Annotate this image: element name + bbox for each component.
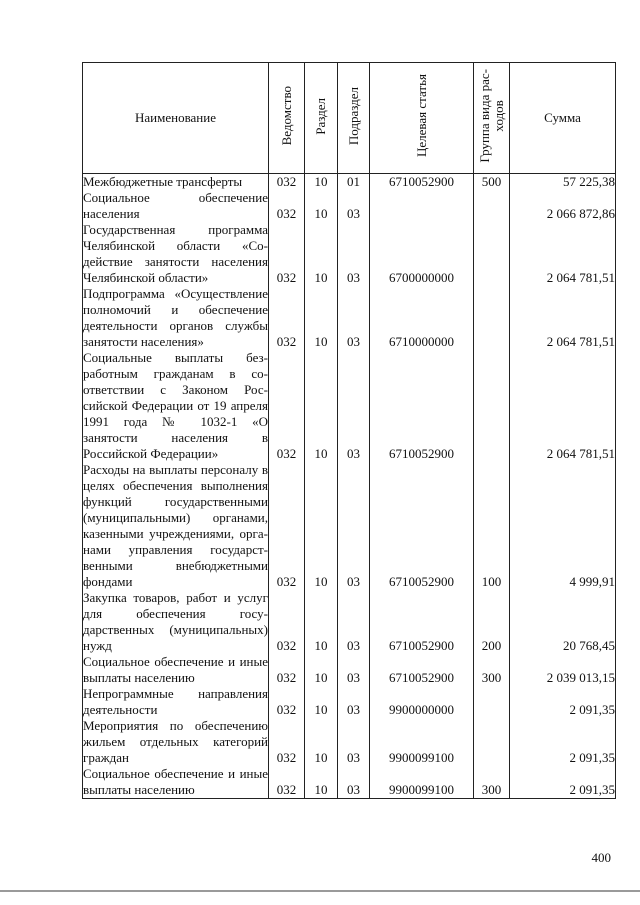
row-target: 9900099100 — [370, 718, 474, 766]
row-amount: 57 225,38 — [510, 174, 616, 191]
row-section: 10 — [305, 190, 338, 222]
row-name: Мероприятия по обеспечению жильем отдельных категорий граждан — [83, 718, 268, 765]
table-row — [83, 190, 616, 222]
row-amount: 2 064 781,51 — [510, 286, 616, 350]
row-section: 10 — [305, 286, 338, 350]
row-name: Государственная программа Челябинской области «Содействие занятости населения Челябинской области» — [83, 222, 268, 285]
header-section-label: Раздел — [313, 97, 328, 135]
row-section: 10 — [305, 766, 338, 799]
row-name: Социальное обеспечение населения — [83, 190, 268, 221]
row-target — [370, 190, 474, 222]
row-amount: 2 066 872,86 — [510, 190, 616, 222]
row-group: 300 — [474, 766, 510, 799]
row-name: Подпрограмма «Осуществление полномочий и обеспечение деятельности органов службы занятости населения» — [83, 286, 268, 349]
table-row — [83, 686, 616, 718]
row-ministry: 032 — [269, 654, 305, 686]
header-expense-group — [474, 63, 510, 174]
row-ministry: 032 — [269, 766, 305, 799]
row-subsection: 03 — [338, 590, 370, 654]
table-row — [83, 222, 616, 286]
header-name — [83, 63, 269, 174]
row-ministry: 032 — [269, 190, 305, 222]
row-name: Непрограммные направления деятельности — [83, 686, 268, 717]
header-name-label: Наименование — [135, 110, 216, 125]
row-target: 6710052900 — [370, 654, 474, 686]
row-target: 6710052900 — [370, 174, 474, 191]
row-ministry: 032 — [269, 222, 305, 286]
row-name: Социальное обеспечение и иные выплаты населению — [83, 766, 268, 797]
table-row — [83, 766, 616, 799]
table-row — [83, 350, 616, 462]
scan-bottom-edge — [0, 890, 640, 892]
row-amount: 4 999,91 — [510, 462, 616, 590]
row-group — [474, 190, 510, 222]
row-subsection: 03 — [338, 718, 370, 766]
row-name: Расходы на выплаты персоналу в целях обеспечения выполнения функций государственными (муниципальными) органами, казенными учреждениями, органами управления государственными внебюджетными фондами — [83, 462, 268, 589]
row-name: Межбюджетные трансферты — [83, 174, 269, 191]
row-target: 6710052900 — [370, 350, 474, 462]
row-ministry: 032 — [269, 174, 305, 191]
row-amount: 2 064 781,51 — [510, 222, 616, 286]
row-amount: 2 091,35 — [510, 766, 616, 799]
row-amount: 20 768,45 — [510, 590, 616, 654]
table-row — [83, 286, 616, 350]
row-target: 9900000000 — [370, 686, 474, 718]
row-subsection: 03 — [338, 654, 370, 686]
table-row — [83, 590, 616, 654]
row-name: Социальное обеспечение и иные выплаты населению — [83, 654, 268, 685]
row-section: 10 — [305, 718, 338, 766]
header-target-label: Целевая статья — [413, 74, 429, 158]
row-name: Социальные выплаты безработным гражданам в соответствии с Законом Российской Федерации от 19 апреля 1991 года № 1032-1 «О занятости населения в Российской Федерации» — [83, 350, 268, 461]
header-ministry — [269, 63, 305, 174]
row-target: 6700000000 — [370, 222, 474, 286]
row-target: 6710052900 — [370, 590, 474, 654]
row-name: Закупка товаров, работ и услуг для обеспечения государственных (муниципальных) нужд — [83, 590, 268, 653]
row-group — [474, 718, 510, 766]
header-subsection-label: Подраздел — [345, 86, 361, 146]
header-ministry-label: Ведомство — [278, 86, 294, 146]
row-target: 9900099100 — [370, 766, 474, 799]
header-expense-group-label: Группа вида рас- ходов — [476, 69, 506, 163]
row-ministry: 032 — [269, 350, 305, 462]
row-section: 10 — [305, 686, 338, 718]
row-group: 500 — [474, 174, 510, 191]
row-ministry: 032 — [269, 686, 305, 718]
row-subsection: 03 — [338, 190, 370, 222]
row-ministry: 032 — [269, 286, 305, 350]
row-subsection: 01 — [338, 174, 370, 191]
row-amount: 2 039 013,15 — [510, 654, 616, 686]
row-subsection: 03 — [338, 766, 370, 799]
row-section: 10 — [305, 590, 338, 654]
row-group: 300 — [474, 654, 510, 686]
row-group — [474, 350, 510, 462]
page-number: 400 — [591, 850, 611, 865]
table-row — [83, 718, 616, 766]
row-section: 10 — [305, 222, 338, 286]
row-group: 200 — [474, 590, 510, 654]
row-group — [474, 686, 510, 718]
row-subsection: 03 — [338, 222, 370, 286]
row-subsection: 03 — [338, 462, 370, 590]
row-section: 10 — [305, 462, 338, 590]
header-amount-label: Сумма — [544, 110, 581, 125]
row-group — [474, 286, 510, 350]
row-subsection: 03 — [338, 350, 370, 462]
header-target — [370, 63, 474, 174]
row-ministry: 032 — [269, 718, 305, 766]
row-ministry: 032 — [269, 590, 305, 654]
table-row — [83, 174, 616, 191]
header-subsection — [338, 63, 370, 174]
budget-table — [82, 62, 616, 799]
row-section: 10 — [305, 654, 338, 686]
row-target: 6710000000 — [370, 286, 474, 350]
table-row — [83, 462, 616, 590]
table-header-row — [83, 63, 616, 174]
row-amount: 2 091,35 — [510, 686, 616, 718]
row-amount: 2 091,35 — [510, 718, 616, 766]
row-ministry: 032 — [269, 462, 305, 590]
row-subsection: 03 — [338, 286, 370, 350]
header-section — [305, 63, 338, 174]
table-row — [83, 654, 616, 686]
row-amount: 2 064 781,51 — [510, 350, 616, 462]
row-group: 100 — [474, 462, 510, 590]
row-section: 10 — [305, 350, 338, 462]
row-target: 6710052900 — [370, 462, 474, 590]
row-subsection: 03 — [338, 686, 370, 718]
row-section: 10 — [305, 174, 338, 191]
row-group — [474, 222, 510, 286]
header-amount — [510, 63, 616, 174]
